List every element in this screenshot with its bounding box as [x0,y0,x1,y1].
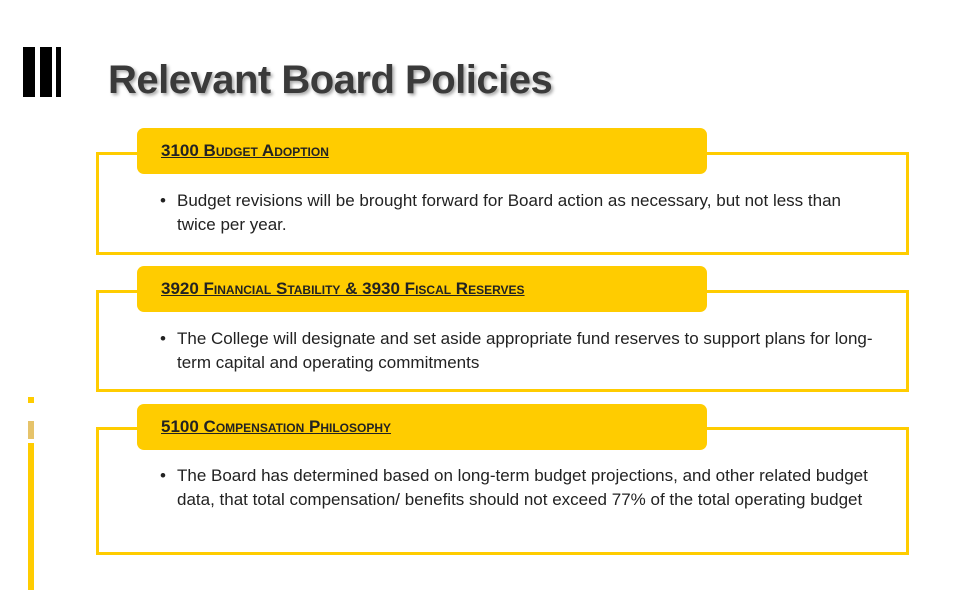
policy-text-financial-stability [160,327,877,375]
decorative-bar-1 [23,47,35,97]
bullet: • [160,466,166,485]
accent-bar-long [28,443,34,590]
bullet: • [160,329,166,348]
policy-heading-budget-adoption: 3100 Budget Adoption [137,128,707,174]
policy-text-compensation [160,464,877,512]
accent-square [28,397,34,403]
accent-bar-light [28,421,34,439]
decorative-bar-2 [40,47,52,97]
policy-heading-compensation: 5100 Compensation Philosophy [137,404,707,450]
policy-bullet-text: Budget revisions will be brought forward for Board action as necessary, but not less than twice per year. [177,191,841,234]
policy-text-budget-adoption [160,189,877,237]
decorative-bar-3 [56,47,61,97]
policy-bullet-text: The College will designate and set aside appropriate fund reserves to support plans for long-term capital and operating commitments [177,329,873,372]
bullet: • [160,191,166,210]
policy-bullet-text: The Board has determined based on long-term budget projections, and other related budget data, that total compensation/ benefits should not exceed 77% of the total operating budget [177,466,868,509]
slide-title: Relevant Board Policies [108,58,553,102]
policy-heading-financial-stability: 3920 Financial Stability & 3930 Fiscal Reserves [137,266,707,312]
